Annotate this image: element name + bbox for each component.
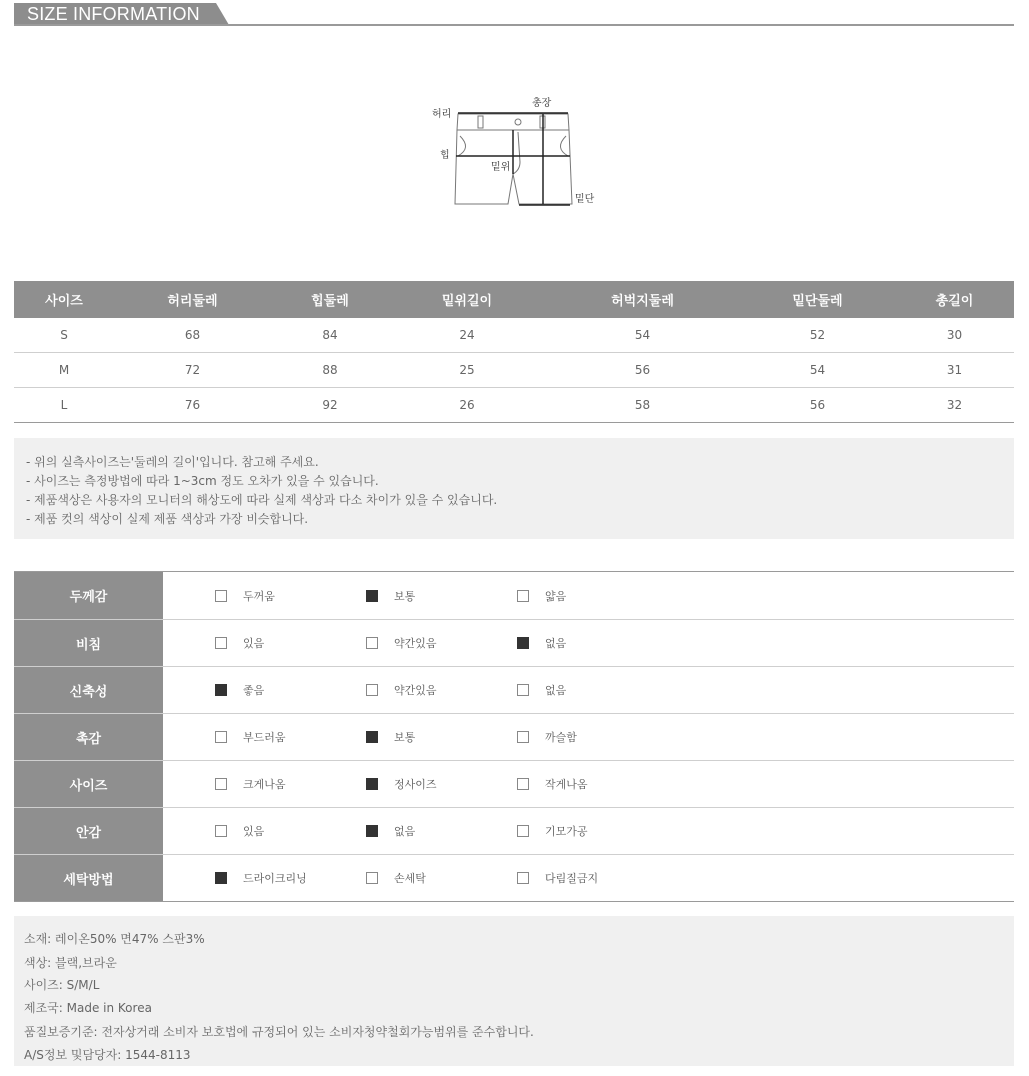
attribute-option [215, 572, 275, 619]
table-cell: S [14, 318, 114, 353]
checkbox [215, 731, 227, 743]
checkbox [366, 684, 378, 696]
attribute-label: 신축성 [14, 667, 163, 713]
column-header: 힙둘레 [271, 281, 389, 318]
checkbox [517, 731, 529, 743]
attribute-row-sheerness [14, 619, 1014, 666]
table-cell: 92 [271, 388, 389, 423]
attribute-option [366, 808, 415, 854]
diagram-label-hem: 밑단 [575, 194, 595, 205]
header-divider [14, 24, 1014, 26]
table-cell: 58 [545, 388, 740, 423]
option-label: 약간있음 [394, 684, 437, 697]
attribute-option [366, 620, 437, 666]
shorts-measurement-diagram [420, 92, 620, 216]
option-label: 정사이즈 [394, 778, 437, 791]
checkbox [517, 872, 529, 884]
table-cell: 25 [389, 353, 545, 388]
checkbox [215, 872, 227, 884]
attribute-option [366, 855, 426, 901]
attribute-option [517, 620, 566, 666]
column-header: 허벅지둘레 [545, 281, 740, 318]
product-info [14, 916, 1014, 1066]
checkbox [366, 731, 378, 743]
diagram-label-rise: 밑위 [491, 162, 511, 173]
diagram-label-hip: 힙 [440, 150, 450, 161]
attribute-label: 사이즈 [14, 761, 163, 807]
attribute-option [215, 761, 286, 807]
column-header: 사이즈 [14, 281, 114, 318]
checkbox [517, 825, 529, 837]
attribute-option [517, 855, 598, 901]
checkbox [366, 778, 378, 790]
checkbox [366, 590, 378, 602]
option-label: 작게나옴 [545, 778, 588, 791]
option-label: 부드러움 [243, 731, 286, 744]
diagram-label-length: 총장 [532, 98, 552, 109]
option-label: 없음 [394, 825, 416, 838]
attribute-row-fit [14, 760, 1014, 807]
attribute-label: 안감 [14, 808, 163, 854]
option-label: 있음 [243, 825, 265, 838]
size-table-header [14, 281, 1014, 318]
section-header [14, 0, 1014, 27]
option-label: 얇음 [545, 589, 567, 603]
attribute-option [366, 714, 415, 760]
attribute-label: 세탁방법 [14, 855, 163, 901]
table-cell: 52 [740, 318, 895, 353]
diagram-label-waist: 허리 [432, 109, 452, 120]
checkbox [517, 778, 529, 790]
info-line: 색상: 블랙,브라운 [24, 956, 117, 970]
table-cell: 56 [740, 388, 895, 423]
attribute-option [215, 808, 264, 854]
option-label: 다림질금지 [545, 872, 599, 885]
attribute-row-stretch [14, 666, 1014, 713]
table-cell: 84 [271, 318, 389, 353]
option-label: 보통 [394, 731, 416, 744]
option-label: 크게나옴 [243, 778, 286, 791]
attribute-row-washing [14, 854, 1014, 901]
info-line: 사이즈: S/M/L [24, 978, 100, 992]
size-table [14, 281, 1014, 423]
attribute-option [517, 667, 566, 713]
note-line: - 제품색상은 사용자의 모니터의 해상도에 따라 실제 색상과 다소 차이가 있을 수 있습니다. [26, 493, 498, 507]
table-cell: L [14, 388, 114, 423]
checkbox [215, 637, 227, 649]
attribute-option [215, 667, 264, 713]
option-label: 기모가공 [545, 825, 588, 838]
note-line: - 위의 실측사이즈는'둘레의 길이'입니다. 참고해 주세요. [26, 455, 319, 469]
attribute-option [366, 572, 415, 619]
checkbox [215, 684, 227, 696]
info-line: A/S정보 및담당자: 1544-8113 [24, 1048, 191, 1062]
table-cell: 68 [114, 318, 271, 353]
table-row [14, 388, 1014, 423]
attribute-option [215, 714, 286, 760]
option-label: 없음 [545, 684, 567, 697]
attribute-option [517, 572, 566, 619]
attribute-label: 두께감 [14, 572, 163, 619]
table-cell: M [14, 353, 114, 388]
attribute-option [517, 808, 588, 854]
checkbox [517, 590, 529, 602]
table-cell: 88 [271, 353, 389, 388]
table-cell: 30 [895, 318, 1014, 353]
size-notes [14, 438, 1014, 539]
table-row [14, 353, 1014, 388]
attribute-option [517, 761, 588, 807]
option-label: 두꺼움 [243, 589, 275, 603]
checkbox [366, 872, 378, 884]
checkbox [517, 684, 529, 696]
attribute-option [215, 855, 307, 901]
option-label: 까슬함 [545, 731, 577, 744]
note-line: - 사이즈는 측정방법에 따라 1~3cm 정도 오차가 있을 수 있습니다. [26, 474, 379, 488]
table-cell: 54 [545, 318, 740, 353]
column-header: 밑단둘레 [740, 281, 895, 318]
table-cell: 54 [740, 353, 895, 388]
note-line: - 제품 컷의 색상이 실제 제품 색상과 가장 비슷합니다. [26, 512, 309, 526]
option-label: 보통 [394, 589, 416, 603]
attribute-option [366, 667, 437, 713]
table-cell: 72 [114, 353, 271, 388]
info-line: 소재: 레이온50% 면47% 스판3% [24, 932, 205, 946]
checkbox [366, 825, 378, 837]
product-attributes [14, 571, 1014, 902]
attribute-row-thickness [14, 572, 1014, 619]
info-line: 제조국: Made in Korea [24, 1001, 152, 1015]
option-label: 좋음 [243, 684, 265, 697]
option-label: 있음 [243, 637, 265, 650]
checkbox [215, 825, 227, 837]
table-cell: 56 [545, 353, 740, 388]
option-label: 없음 [545, 637, 567, 650]
attribute-label: 촉감 [14, 714, 163, 760]
checkbox [517, 637, 529, 649]
column-header: 밑위길이 [389, 281, 545, 318]
option-label: 약간있음 [394, 637, 437, 650]
page-title: SIZE INFORMATION [27, 4, 200, 24]
attribute-option [366, 761, 437, 807]
attribute-row-lining [14, 807, 1014, 854]
checkbox [366, 637, 378, 649]
table-cell: 24 [389, 318, 545, 353]
attribute-option [215, 620, 264, 666]
table-row [14, 318, 1014, 353]
attribute-label: 비침 [14, 620, 163, 666]
checkbox [215, 778, 227, 790]
table-cell: 32 [895, 388, 1014, 423]
info-line: 품질보증기준: 전자상거래 소비자 보호법에 규정되어 있는 소비자청약철회가능범위를 준수합니다. [24, 1025, 534, 1039]
option-label: 드라이크리닝 [243, 872, 307, 885]
option-label: 손세탁 [394, 872, 426, 885]
table-cell: 26 [389, 388, 545, 423]
attribute-row-texture [14, 713, 1014, 760]
checkbox [215, 590, 227, 602]
table-cell: 76 [114, 388, 271, 423]
column-header: 총길이 [895, 281, 1014, 318]
attribute-option [517, 714, 577, 760]
table-cell: 31 [895, 353, 1014, 388]
column-header: 허리둘레 [114, 281, 271, 318]
